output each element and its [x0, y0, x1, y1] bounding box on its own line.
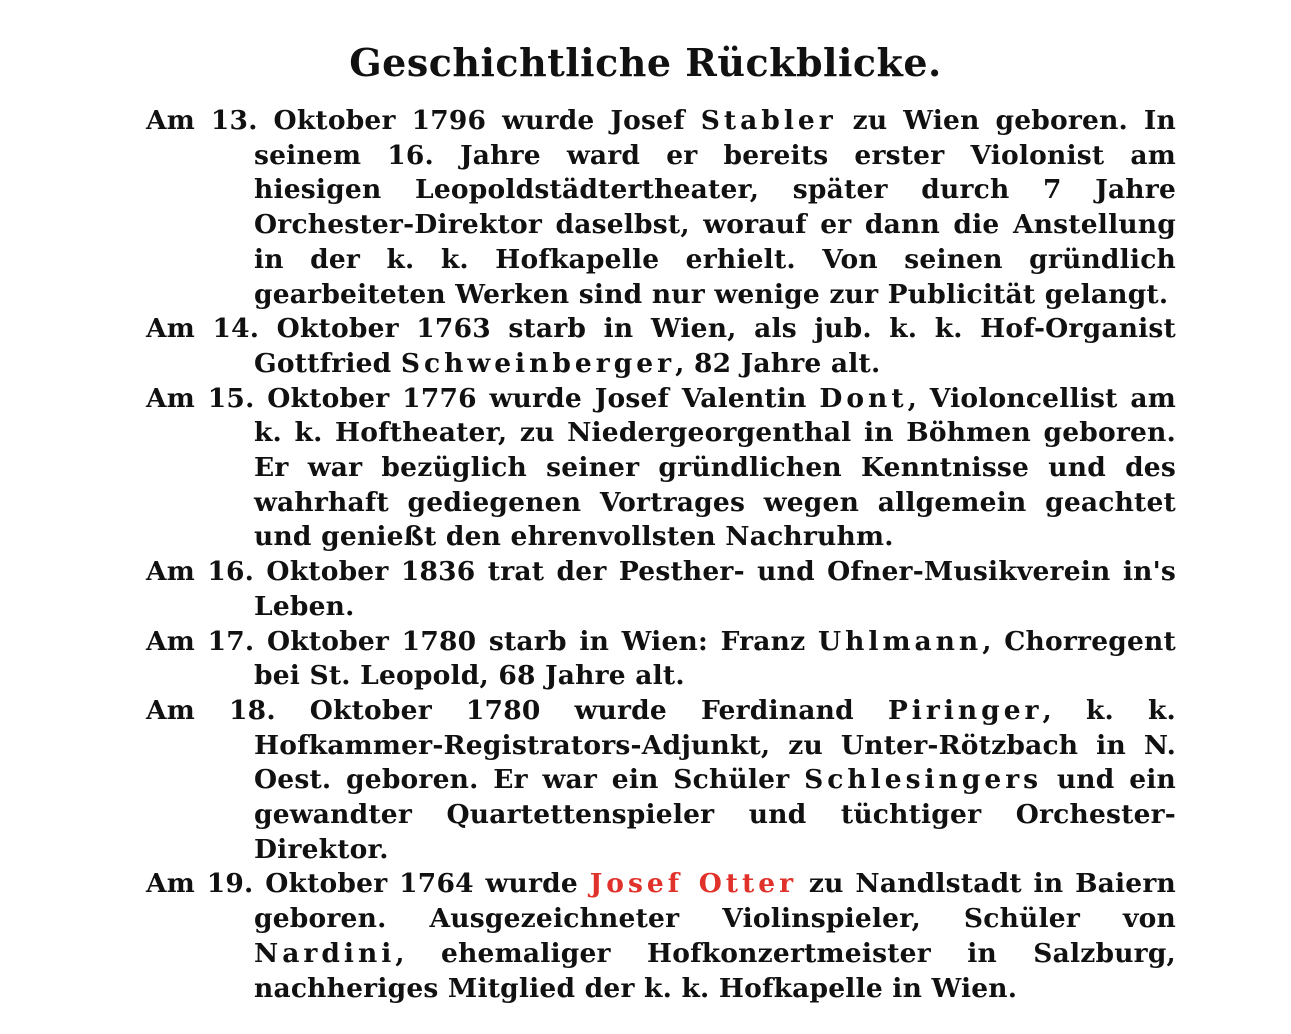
- entry-date: Am 18. Oktober 1780: [146, 694, 541, 726]
- entry-oct-18: [146, 694, 1176, 868]
- entry-text: zu Wien geboren. In seinem 16. Jahre ward er bereits erster Violonist am hiesigen Leopoldstädtertheater, später durch 7 Jahre Orchester-Direktor daselbst, worauf er dann die Anstellung in der k. k. Hofkapelle erhielt. Von seinen gründlich gearbeiteten Werken sind nur wenige zur Publicität gelangt.: [254, 105, 1176, 310]
- entry-date: Am 19. Oktober 1764: [146, 868, 474, 900]
- person-name: Schlesingers: [804, 764, 1043, 796]
- entry-date: Am 17. Oktober 1780: [146, 625, 477, 657]
- entry-date: Am 14. Oktober 1763: [146, 313, 491, 345]
- entry-text: , Chorregent bei St. Leopold, 68 Jahre alt.: [254, 625, 1176, 692]
- entry-text: , 82 Jahre alt.: [675, 347, 881, 379]
- entry-date: Am 16. Oktober 1836: [146, 556, 476, 588]
- entry-text: , k. k. Hofkammer-Registrators-Adjunkt, zu Unter-Rötzbach in N. Oest. geboren. Er war ein Schüler: [254, 694, 1176, 796]
- entry-text: und ein gewandter Quartettenspieler und tüchtiger Orchester-Direktor.: [254, 764, 1176, 865]
- person-name: Piringer: [887, 694, 1043, 726]
- person-name: Stabler: [700, 105, 837, 136]
- entry-oct-13: [146, 104, 1176, 312]
- entry-date: Am 13. Oktober 1796: [146, 105, 487, 136]
- person-name: Uhlmann: [818, 625, 983, 657]
- person-name: Schweinberger: [400, 347, 676, 379]
- entry-list: [146, 104, 1176, 1006]
- page-title: Geschichtliche Rückblicke.: [349, 40, 942, 85]
- entry-text: wurde Josef Valentin: [489, 382, 807, 414]
- entry-text: starb in Wien, als jub. k. k. Hof-Organist Gottfried: [254, 313, 1176, 379]
- entry-oct-17: [146, 625, 1176, 694]
- entry-oct-19: [146, 867, 1176, 1006]
- entry-text: starb in Wien: Franz: [488, 625, 806, 657]
- entry-text: trat der Pesther- und Ofner-Musikverein in's Leben.: [254, 556, 1177, 622]
- entry-text: wurde Ferdinand: [574, 694, 854, 726]
- entry-oct-14: [146, 312, 1176, 381]
- entry-oct-16: [146, 555, 1176, 624]
- person-name: Nardini: [254, 937, 396, 969]
- entry-text: wurde: [485, 868, 578, 900]
- entry-text: , Violoncellist am k. k. Hoftheater, zu Niedergeorgenthal in Böhmen geboren. Er war bezüglich seiner gründlichen Kenntnisse und des wahrhaft gediegenen Vortrages wegen allgemein geachtet und genießt den ehrenvollsten Nachruhm.: [254, 382, 1176, 553]
- entry-oct-15: [146, 382, 1176, 556]
- entry-text: , ehemaliger Hofkonzertmeister in Salzburg, nachheriges Mitglied der k. k. Hofkapelle in Wien.: [254, 937, 1176, 1004]
- highlighted-name: Josef Otter: [589, 868, 798, 900]
- entry-text: zu Nandlstadt in Baiern geboren. Ausgezeichneter Violinspieler, Schüler von: [254, 868, 1176, 935]
- entry-text: wurde Josef: [502, 105, 685, 136]
- entry-date: Am 15. Oktober 1776: [146, 382, 477, 414]
- person-name: Dont: [819, 382, 908, 414]
